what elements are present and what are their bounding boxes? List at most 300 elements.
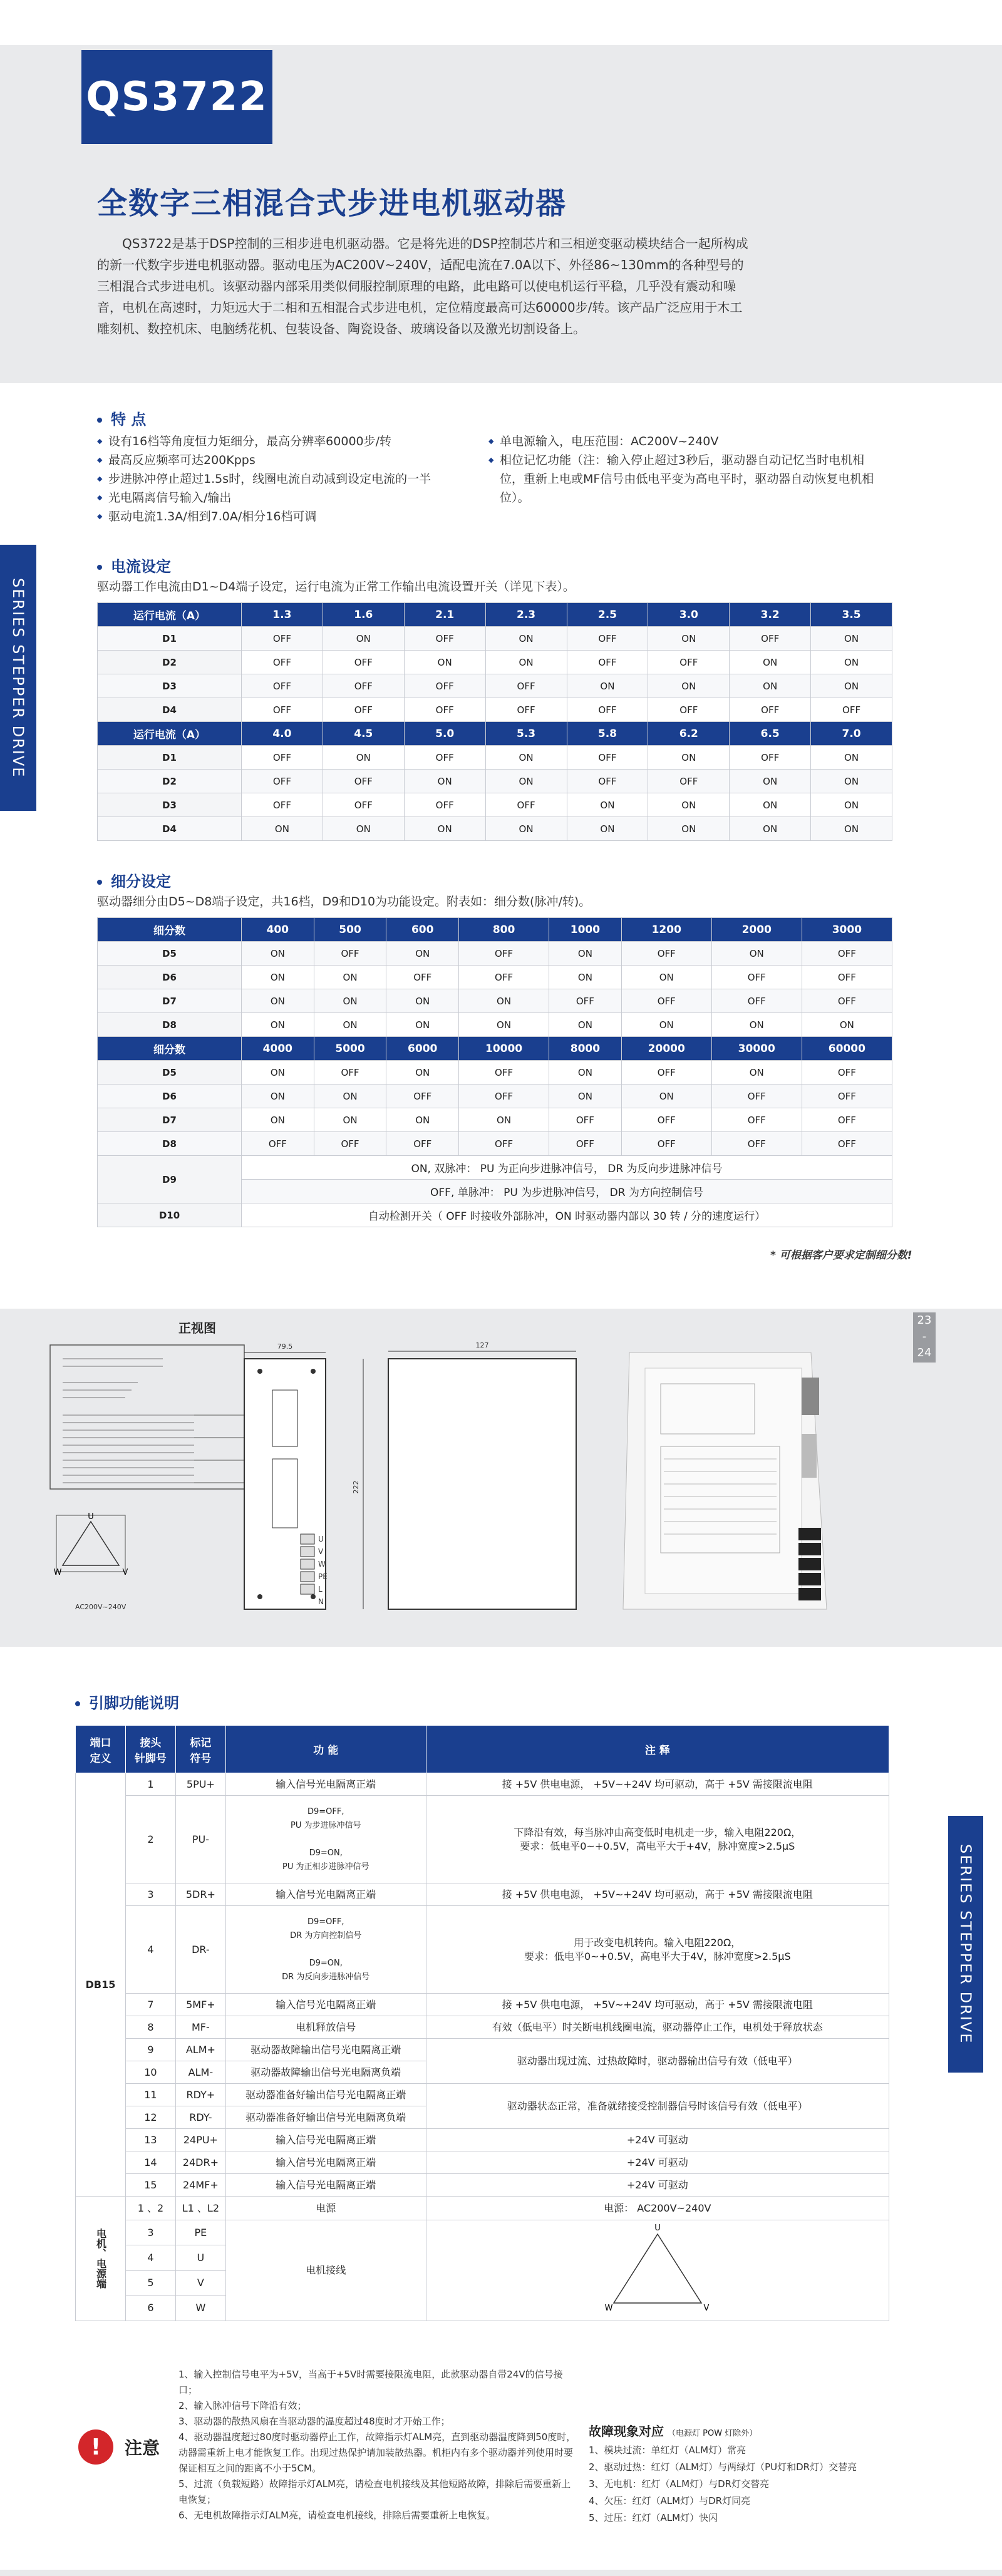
model-badge: QS3722 <box>81 50 272 144</box>
switch-cell: OFF <box>802 989 892 1013</box>
switch-cell: OFF <box>242 746 323 770</box>
pin-symbol: 5PU+ <box>175 1773 225 1796</box>
note-item: 1、输入控制信号电平为+5V，当高于+5V时需要接限流电阻，此款驱动器自带24V的信号接口； <box>178 2369 563 2396</box>
front-view-label: 正视图 <box>178 1321 216 1336</box>
switch-cell: ON <box>242 966 314 989</box>
fault-item: 2、驱动过热：红灯（ALM灯）与两绿灯（PU灯和DR灯）交替亮 <box>589 2461 857 2473</box>
note-item: 2、输入脉冲信号下降沿有效； <box>178 2400 307 2411</box>
switch-cell: OFF <box>485 793 567 817</box>
pin-note: 电源： AC200V~240V <box>426 2197 889 2220</box>
fault-item: 3、无电机：红灯（ALM灯）与DR灯交替亮 <box>589 2478 770 2490</box>
table-row <box>98 627 892 651</box>
header-label: 细分数 <box>98 918 242 942</box>
pin-number: 1 、2 <box>125 2197 175 2220</box>
table-row <box>98 1084 892 1108</box>
switch-cell: OFF <box>811 698 892 722</box>
switch-cell: OFF <box>459 1061 549 1084</box>
product-intro: QS3722是基于DSP控制的三相步进电机驱动器。它是将先进的DSP控制芯片和三相逆变驱动模块结合一起所构成的新一代数字步进电机驱动器。驱动电压为AC200V~240V，适配电流在7.0A以下、外径86~130mm的各种型号的三相混合式步进电机。该驱动器内部采用类似伺服控制原理的电路，此电路可以使电机运行平稳，几乎没有震动和噪音，电机在高速时，力矩远大于二相和五相混合式步进电机，定位精度最高可达60000步/转。该产品广泛应用于木工雕刻机、数控机床、电脑绣花机、包装设备、陶瓷设备、玻璃设备以及激光切割设备上。 <box>97 236 748 336</box>
pin-symbol: RDY+ <box>175 2084 225 2106</box>
header-value: 5.8 <box>567 722 648 746</box>
switch-cell: OFF <box>711 989 802 1013</box>
switch-cell: ON <box>567 674 648 698</box>
pin-function: 输入信号光电隔离正端 <box>225 2151 426 2174</box>
note-item: 3、驱动器的散热风扇在当驱动器的温度超过48度时才开始工作； <box>178 2416 450 2427</box>
switch-cell: ON <box>549 1061 622 1084</box>
feature-item: ◆ 设有16档等角度恒力矩细分，最高分辨率60000步/转 <box>97 432 485 451</box>
switch-cell: ON <box>314 966 386 989</box>
header-value: 60000 <box>802 1037 892 1061</box>
switch-cell: OFF <box>242 770 323 793</box>
switch-cell: ON <box>323 746 404 770</box>
motor-triangle-diagram <box>595 2222 720 2316</box>
motor-wiring-cell <box>426 2220 889 2321</box>
pin-number: 12 <box>125 2106 175 2129</box>
switch-cell: ON <box>811 793 892 817</box>
switch-cell: ON <box>621 966 711 989</box>
current-desc: 驱动器工作电流由D1~D4端子设定，运行电流为正常工作输出电流设置开关（详见下表）。 <box>97 580 575 594</box>
svg-text:W: W <box>53 1568 62 1577</box>
feature-item: ◆ 单电源输入，电压范围：AC200V~240V <box>488 432 877 451</box>
switch-cell: ON <box>314 1013 386 1037</box>
pin-function: D9=OFF, PU 为步进脉冲信号 D9=ON, PU 为正相步进脉冲信号 <box>225 1796 426 1883</box>
svg-text:V: V <box>703 2304 710 2313</box>
switch-cell: ON <box>567 793 648 817</box>
switch-cell: OFF <box>802 1061 892 1084</box>
header-value: 800 <box>459 918 549 942</box>
d9-off-cell: OFF, 单脉冲： PU 为步进脉冲信号， DR 为方向控制信号 <box>242 1180 892 1203</box>
switch-cell: OFF <box>242 793 323 817</box>
switch-cell: ON <box>730 793 811 817</box>
switch-cell: ON <box>567 817 648 841</box>
switch-cell: OFF <box>459 1084 549 1108</box>
header-value: 2.3 <box>485 603 567 627</box>
feature-item: ◆ 光电隔离信号输入/输出 <box>97 488 485 507</box>
svg-text:U: U <box>654 2223 661 2233</box>
motor-winding-triangle <box>63 1522 119 1565</box>
svg-text:V: V <box>318 1547 324 1556</box>
switch-cell: OFF <box>323 674 404 698</box>
table-row <box>98 1108 892 1132</box>
header-value: 400 <box>242 918 314 942</box>
pin-note: 有效（低电平）时关断电机线圈电流，驱动器停止工作，电机处于释放状态 <box>426 2016 889 2039</box>
pin-symbol: 5MF+ <box>175 1994 225 2016</box>
switch-cell: ON <box>242 942 314 966</box>
header-value: 4.5 <box>323 722 404 746</box>
row-label: D4 <box>98 817 242 841</box>
header-label: 细分数 <box>98 1037 242 1061</box>
series-side-tab-right: SERIES STEPPER DRIVE <box>948 1816 983 2073</box>
switch-cell: OFF <box>621 989 711 1013</box>
switch-cell: OFF <box>323 770 404 793</box>
switch-cell: OFF <box>802 942 892 966</box>
custom-microstep-footnote: * 可根据客户要求定制细分数! <box>770 1249 912 1262</box>
switch-cell: ON <box>621 1084 711 1108</box>
switch-cell: OFF <box>802 1084 892 1108</box>
switch-cell: ON <box>323 817 404 841</box>
ac-input-label: AC200V~240V <box>75 1603 127 1611</box>
table-row <box>76 2174 889 2197</box>
header-value: 1.6 <box>323 603 404 627</box>
switch-cell: OFF <box>386 1132 459 1156</box>
table-header-row <box>98 722 892 746</box>
switch-cell: ON <box>730 770 811 793</box>
row-label: D2 <box>98 770 242 793</box>
switch-cell: OFF <box>549 1108 622 1132</box>
header-value: 5.3 <box>485 722 567 746</box>
svg-text:W: W <box>318 1560 326 1569</box>
pin-number: 2 <box>125 1796 175 1883</box>
pin-number: 6 <box>125 2295 175 2321</box>
pin-function: 电机接线 <box>225 2220 426 2321</box>
pin-note: 用于改变电机转向。输入电阻220Ω， 要求：低电平0~+0.5V，高电平大于4V，脉冲宽度>2.5μS <box>426 1906 889 1994</box>
fault-table <box>589 2423 939 2527</box>
fault-item: 4、欠压：红灯（ALM灯）与DR灯同亮 <box>589 2495 751 2506</box>
pin-symbol: PU- <box>175 1796 225 1883</box>
table-header-row <box>98 918 892 942</box>
table-row <box>98 651 892 674</box>
table-row <box>98 793 892 817</box>
header-label: 运行电流（A） <box>98 722 242 746</box>
table-row <box>98 989 892 1013</box>
header-value: 1.3 <box>242 603 323 627</box>
pin-function: 驱动器准备好输出信号光电隔离正端 <box>225 2084 426 2106</box>
svg-text:U: U <box>318 1535 324 1543</box>
switch-cell: ON <box>314 989 386 1013</box>
pin-symbol: ALM- <box>175 2061 225 2084</box>
row-label: D7 <box>98 989 242 1013</box>
table-row <box>98 1132 892 1156</box>
pins-header: 注 释 <box>426 1726 889 1773</box>
switch-cell: ON <box>485 627 567 651</box>
header-value: 5.0 <box>404 722 485 746</box>
microstep-desc: 驱动器细分由D5~D8端子设定，共16档，D9和D10为功能设定。附表如：细分数(脉冲/转)。 <box>97 895 591 909</box>
switch-cell: ON <box>549 1084 622 1108</box>
switch-cell: ON <box>485 746 567 770</box>
table-row <box>98 674 892 698</box>
pin-function: 输入信号光电隔离正端 <box>225 1883 426 1906</box>
switch-cell: OFF <box>459 1132 549 1156</box>
warning-block <box>78 2429 160 2465</box>
row-label: D2 <box>98 651 242 674</box>
table-row <box>76 1796 889 1883</box>
table-row <box>76 1773 889 1796</box>
switch-cell: OFF <box>323 698 404 722</box>
table-row <box>76 2151 889 2174</box>
pin-function: 电源 <box>225 2197 426 2220</box>
row-label: D5 <box>98 1061 242 1084</box>
header-value: 6.5 <box>730 722 811 746</box>
pin-symbol: MF- <box>175 2016 225 2039</box>
switch-cell: ON <box>485 770 567 793</box>
switch-cell: OFF <box>459 966 549 989</box>
header-value: 3.2 <box>730 603 811 627</box>
wiring-dimension-drawing <box>38 1334 601 1634</box>
switch-cell: OFF <box>621 1061 711 1084</box>
header-value: 1000 <box>549 918 622 942</box>
switch-cell: ON <box>459 1013 549 1037</box>
switch-cell: ON <box>242 1108 314 1132</box>
pin-note: 驱动器出现过流、过热故障时，驱动器输出信号有效（低电平） <box>426 2039 889 2084</box>
switch-cell: OFF <box>314 942 386 966</box>
pin-symbol: RDY- <box>175 2106 225 2129</box>
row-label: D1 <box>98 746 242 770</box>
pin-number: 14 <box>125 2151 175 2174</box>
header-value: 1200 <box>621 918 711 942</box>
switch-cell: OFF <box>802 1132 892 1156</box>
switch-cell: OFF <box>404 698 485 722</box>
table-row <box>98 942 892 966</box>
header-value: 6.2 <box>648 722 730 746</box>
bottom-bar <box>0 2570 1002 2576</box>
pin-symbol: 24DR+ <box>175 2151 225 2174</box>
pin-symbol: L1 、L2 <box>175 2197 225 2220</box>
switch-cell: OFF <box>730 698 811 722</box>
switch-cell: ON <box>811 651 892 674</box>
pins-header: 功 能 <box>225 1726 426 1773</box>
table-header-row <box>98 1037 892 1061</box>
switch-cell: ON <box>648 817 730 841</box>
switch-cell: OFF <box>802 1108 892 1132</box>
fault-subtitle: （电源灯 POW 灯除外） <box>668 2429 758 2438</box>
pin-note: 接 +5V 供电电源， +5V~+24V 均可驱动，高于 +5V 需接限流电阻 <box>426 1994 889 2016</box>
switch-cell: ON <box>386 1108 459 1132</box>
switch-cell: OFF <box>323 651 404 674</box>
switch-cell: OFF <box>242 698 323 722</box>
table-row <box>98 770 892 793</box>
header-value: 4.0 <box>242 722 323 746</box>
pins-heading: 引脚功能说明 <box>75 1691 179 1713</box>
header-value: 20000 <box>621 1037 711 1061</box>
switch-cell: ON <box>711 942 802 966</box>
d10-cell: 自动检测开关（ OFF 时接收外部脉冲，ON 时驱动器内部以 30 转 / 分的速度运行） <box>242 1203 892 1227</box>
header-value: 600 <box>386 918 459 942</box>
switch-cell: OFF <box>404 746 485 770</box>
switch-cell: OFF <box>711 1108 802 1132</box>
switch-cell: OFF <box>314 1132 386 1156</box>
switch-cell: ON <box>242 989 314 1013</box>
switch-cell: OFF <box>485 674 567 698</box>
pin-number: 3 <box>125 1883 175 1906</box>
switch-cell: ON <box>404 651 485 674</box>
table-row <box>76 1994 889 2016</box>
row-label: D3 <box>98 793 242 817</box>
pin-number: 11 <box>125 2084 175 2106</box>
switch-cell: ON <box>811 817 892 841</box>
header-value: 3.0 <box>648 603 730 627</box>
table-row <box>98 1203 892 1227</box>
table-row <box>76 2016 889 2039</box>
table-header-row <box>76 1726 889 1773</box>
fault-item: 1、模块过流：单红灯（ALM灯）常亮 <box>589 2445 746 2456</box>
row-label: D10 <box>98 1203 242 1227</box>
switch-cell: OFF <box>567 627 648 651</box>
pins-header: 端口 定义 <box>76 1726 126 1773</box>
table-row <box>98 746 892 770</box>
bullet-dot-icon <box>97 880 102 885</box>
pin-number: 3 <box>125 2220 175 2245</box>
switch-cell: OFF <box>242 1132 314 1156</box>
row-label: D6 <box>98 966 242 989</box>
switch-cell: OFF <box>404 674 485 698</box>
height-dimension: 222 <box>352 1480 360 1494</box>
switch-cell: ON <box>648 746 730 770</box>
table-row <box>98 966 892 989</box>
row-label: D7 <box>98 1108 242 1132</box>
table-row <box>98 817 892 841</box>
switch-cell: ON <box>459 989 549 1013</box>
switch-cell: ON <box>648 627 730 651</box>
pin-number: 13 <box>125 2129 175 2151</box>
fault-title: 故障现象对应 <box>589 2424 664 2439</box>
row-label: D1 <box>98 627 242 651</box>
svg-text:N: N <box>318 1597 324 1606</box>
note-item: 5、过流（负载短路）故障指示灯ALM亮，请检查电机接线及其他短路故障，排除后需要重新上电恢复； <box>178 2478 571 2505</box>
switch-cell: ON <box>621 1013 711 1037</box>
switch-cell: OFF <box>730 627 811 651</box>
pin-number: 10 <box>125 2061 175 2084</box>
table-row <box>98 1013 892 1037</box>
svg-text:L: L <box>318 1585 323 1594</box>
switch-cell: ON <box>386 1013 459 1037</box>
switch-cell: OFF <box>711 1132 802 1156</box>
header-value: 4000 <box>242 1037 314 1061</box>
side-view-outline <box>388 1359 576 1609</box>
header-value: 30000 <box>711 1037 802 1061</box>
notes-list <box>178 2367 579 2523</box>
features-heading: 特 点 <box>97 407 146 429</box>
bullet-dot-icon <box>97 565 102 570</box>
product-title: 全数字三相混合式步进电机驱动器 <box>97 186 567 221</box>
feature-item: ◆ 相位记忆功能（注：输入停止超过3秒后，驱动器自动记忆当时电机相位，重新上电或MF信号由低电平变为高电平时，驱动器自动恢复电机相位）。 <box>488 451 877 507</box>
pin-function: 驱动器故障输出信号光电隔离负端 <box>225 2061 426 2084</box>
pin-symbol: 24MF+ <box>175 2174 225 2197</box>
switch-cell: OFF <box>485 698 567 722</box>
note-item: 4、驱动器温度超过80度时驱动器停止工作，故障指示灯ALM亮，直到驱动器温度降到50度时，动器需重新上电才能恢复工作。出现过热保护请加装散热器。机柜内有多个驱动器并列使用时要保证相互之间的距离不小于5CM。 <box>178 2431 576 2474</box>
pin-function: 电机释放信号 <box>225 2016 426 2039</box>
switch-cell: ON <box>648 674 730 698</box>
switch-cell: OFF <box>567 651 648 674</box>
bullet-dot-icon <box>97 418 102 423</box>
switch-cell: OFF <box>711 1084 802 1108</box>
switch-cell: OFF <box>621 1132 711 1156</box>
switch-cell: ON <box>404 770 485 793</box>
note-item: 6、无电机故障指示灯ALM亮，请检查电机接线，排除后需要重新上电恢复。 <box>178 2510 496 2521</box>
switch-cell: OFF <box>323 793 404 817</box>
header-value: 500 <box>314 918 386 942</box>
table-header-row <box>98 603 892 627</box>
feature-item: ◆ 驱动电流1.3A/相到7.0A/相分16档可调 <box>97 507 485 526</box>
width-dimension: 79.5 <box>277 1342 293 1351</box>
pin-note: +24V 可驱动 <box>426 2129 889 2151</box>
table-row <box>98 1156 892 1180</box>
svg-text:PE: PE <box>318 1572 328 1581</box>
pin-function: 驱动器准备好输出信号光电隔离负端 <box>225 2106 426 2129</box>
switch-cell: ON <box>314 1084 386 1108</box>
switch-cell: ON <box>730 651 811 674</box>
switch-cell: ON <box>730 674 811 698</box>
switch-cell: OFF <box>459 942 549 966</box>
table-row <box>76 1883 889 1906</box>
switch-cell: OFF <box>648 651 730 674</box>
switch-cell: ON <box>386 1061 459 1084</box>
pin-number: 1 <box>125 1773 175 1796</box>
switch-cell: ON <box>730 817 811 841</box>
switch-cell: OFF <box>648 770 730 793</box>
switch-cell: ON <box>549 942 622 966</box>
switch-cell: ON <box>549 966 622 989</box>
svg-text:V: V <box>122 1568 128 1577</box>
depth-dimension: 127 <box>475 1341 489 1349</box>
pin-note: 驱动器状态正常，准备就绪接受控制器信号时该信号有效（低电平） <box>426 2084 889 2129</box>
switch-cell: ON <box>811 770 892 793</box>
pins-header: 接头 针脚号 <box>125 1726 175 1773</box>
header-label: 运行电流（A） <box>98 603 242 627</box>
pins-header: 标记 符号 <box>175 1726 225 1773</box>
switch-cell: ON <box>386 989 459 1013</box>
pin-note: +24V 可驱动 <box>426 2151 889 2174</box>
header-value: 2.5 <box>567 603 648 627</box>
switch-cell: OFF <box>567 770 648 793</box>
switch-cell: ON <box>485 651 567 674</box>
pin-symbol: 24PU+ <box>175 2129 225 2151</box>
pin-note: 接 +5V 供电电源， +5V~+24V 均可驱动，高于 +5V 需接限流电阻 <box>426 1773 889 1796</box>
switch-cell: OFF <box>386 966 459 989</box>
pin-number: 4 <box>125 2245 175 2270</box>
header-value: 10000 <box>459 1037 549 1061</box>
switch-cell: OFF <box>549 989 622 1013</box>
switch-cell: OFF <box>242 674 323 698</box>
pin-number: 9 <box>125 2039 175 2061</box>
pins-table <box>75 1725 889 2321</box>
table-row <box>76 2084 889 2106</box>
bullet-dot-icon <box>75 1701 80 1706</box>
pin-symbol: ALM+ <box>175 2039 225 2061</box>
switch-cell: OFF <box>621 1108 711 1132</box>
header-value: 7.0 <box>811 722 892 746</box>
header-value: 8000 <box>549 1037 622 1061</box>
row-label: D8 <box>98 1013 242 1037</box>
warning-label: 注意 <box>125 2438 160 2458</box>
switch-cell: ON <box>711 1013 802 1037</box>
pin-function: 驱动器故障输出信号光电隔离正端 <box>225 2039 426 2061</box>
feature-item: ◆ 步进脉冲停止超过1.5s时，线圈电流自动减到设定电流的一半 <box>97 470 485 488</box>
switch-cell: ON <box>459 1108 549 1132</box>
header-value: 6000 <box>386 1037 459 1061</box>
port-power: 电机、电源端 <box>76 2197 126 2321</box>
header-value: 5000 <box>314 1037 386 1061</box>
switch-cell: ON <box>323 627 404 651</box>
pin-number: 15 <box>125 2174 175 2197</box>
row-label: D8 <box>98 1132 242 1156</box>
row-label: D9 <box>98 1156 242 1203</box>
top-band <box>0 0 1002 50</box>
pin-function: 输入信号光电隔离正端 <box>225 1994 426 2016</box>
header-value: 2000 <box>711 918 802 942</box>
switch-cell: ON <box>485 817 567 841</box>
pin-symbol: DR- <box>175 1906 225 1994</box>
series-side-tab-left: SERIES STEPPER DRIVE <box>0 545 36 811</box>
exclamation-icon: ! <box>78 2429 113 2465</box>
microstep-heading: 细分设定 <box>97 869 171 891</box>
table-row <box>76 2039 889 2061</box>
switch-cell: ON <box>242 817 323 841</box>
table-row <box>76 2220 889 2245</box>
table-row <box>98 698 892 722</box>
row-label: D6 <box>98 1084 242 1108</box>
switch-cell: ON <box>811 746 892 770</box>
switch-cell: ON <box>242 1084 314 1108</box>
table-row <box>76 2197 889 2220</box>
